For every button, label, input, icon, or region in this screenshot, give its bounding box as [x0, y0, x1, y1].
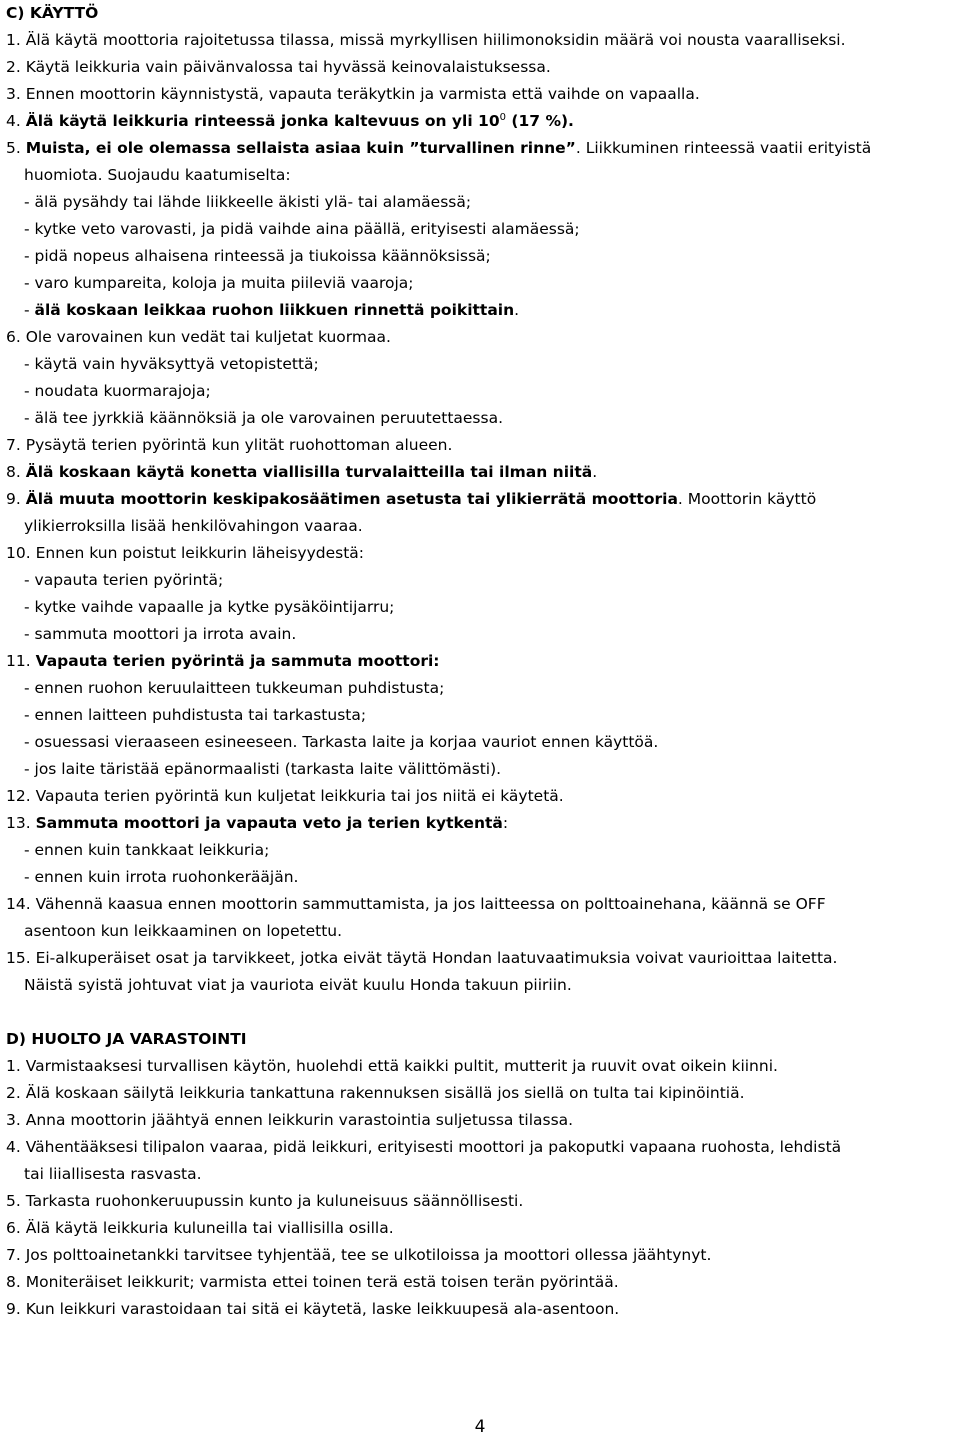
d-item-2: 2. Älä koskaan säilytä leikkuria tankattuna rakennuksen sisällä jos siellä on tulta tai kipinöintiä.	[6, 1084, 745, 1102]
c-item-11-bullet-4: - jos laite täristää epänormaalisti (tarkasta laite välittömästi).	[24, 760, 502, 778]
c-item-10-bullet-2: - kytke vaihde vapaalle ja kytke pysäköintijarru;	[24, 598, 395, 616]
d-item-1: 1. Varmistaaksesi turvallisen käytön, huolehdi että kaikki pultit, mutterit ja ruuvit ovat oikein kiinni.	[6, 1057, 778, 1075]
c-item-6-bullet-3: - älä tee jyrkkiä käännöksiä ja ole varovainen peruutettaessa.	[24, 409, 504, 427]
c-item-5-bullet-5-bold: älä koskaan leikkaa ruohon liikkuen rinnettä poikittain	[34, 301, 515, 319]
c-item-9-number: 9.	[6, 490, 26, 508]
c-item-3: 3. Ennen moottorin käynnistystä, vapauta teräkytkin ja varmista että vaihde on vapaalla.	[6, 85, 700, 103]
c-item-8-period: .	[592, 463, 598, 481]
page-number: 4	[474, 1417, 486, 1437]
c-item-2: 2. Käytä leikkuria vain päivänvalossa tai hyvässä keinovalaistuksessa.	[6, 58, 551, 76]
c-item-8-bold: Älä koskaan käytä konetta viallisilla turvalaitteilla tai ilman niitä	[25, 463, 593, 481]
document-page	[6, 0, 956, 1323]
d-item-7: 7. Jos polttoainetankki tarvitsee tyhjentää, tee se ulkotiloissa ja moottori ollessa jäähtynyt.	[6, 1246, 712, 1264]
d-item-8: 8. Moniteräiset leikkurit; varmista ettei toinen terä estä toisen terän pyörintää.	[6, 1273, 619, 1291]
c-item-10-bullet-3: - sammuta moottori ja irrota avain.	[24, 625, 297, 643]
c-item-11-bullet-3: - osuessasi vieraaseen esineeseen. Tarkasta laite ja korjaa vauriot ennen käyttöä.	[24, 733, 659, 751]
c-item-4-percent: (17 %).	[506, 112, 574, 130]
c-item-10: 10. Ennen kun poistut leikkurin läheisyydestä:	[6, 544, 365, 562]
c-item-5-dash: -	[24, 301, 35, 319]
c-item-8-number: 8.	[6, 463, 26, 481]
d-item-9: 9. Kun leikkuri varastoidaan tai sitä ei käytetä, laske leikkuupesä ala-asentoon.	[6, 1300, 620, 1318]
c-item-13-number: 13.	[6, 814, 36, 832]
c-item-5-bullet-4: - varo kumpareita, koloja ja muita piileviä vaaroja;	[24, 274, 414, 292]
c-item-5-cont: huomiota. Suojaudu kaatumiselta:	[24, 166, 291, 184]
c-item-9-bold: Älä muuta moottorin keskipakosäätimen asetusta tai ylikierrätä moottoria	[25, 490, 678, 508]
c-item-13	[6, 810, 956, 837]
section-c-heading: C) KÄYTTÖ	[6, 4, 99, 22]
c-item-9-cont: ylikierroksilla lisää henkilövahingon vaaraa.	[24, 517, 363, 535]
c-item-5-period: .	[514, 301, 520, 319]
c-item-8	[6, 459, 956, 486]
d-item-6: 6. Älä käytä leikkuria kuluneilla tai viallisilla osilla.	[6, 1219, 394, 1237]
c-item-11-bullet-1: - ennen ruohon keruulaitteen tukkeuman puhdistusta;	[24, 679, 445, 697]
c-item-11	[6, 648, 956, 675]
c-item-10-bullet-1: - vapauta terien pyörintä;	[24, 571, 224, 589]
c-item-4-degree: 0	[499, 112, 506, 123]
c-item-14: 14. Vähennä kaasua ennen moottorin sammuttamista, ja jos laitteessa on polttoainehana, käännä se OFF	[6, 895, 826, 913]
d-item-4-cont: tai liiallisesta rasvasta.	[24, 1165, 202, 1183]
c-item-5	[6, 135, 956, 162]
section-gap	[6, 999, 956, 1026]
c-item-6-bullet-1: - käytä vain hyväksyttyä vetopistettä;	[24, 355, 319, 373]
d-item-5: 5. Tarkasta ruohonkeruupussin kunto ja kuluneisuus säännöllisesti.	[6, 1192, 524, 1210]
c-item-15: 15. Ei-alkuperäiset osat ja tarvikkeet, jotka eivät täytä Hondan laatuvaatimuksia voivat vaurioittaa laitetta.	[6, 949, 838, 967]
c-item-7: 7. Pysäytä terien pyörintä kun ylität ruohottoman alueen.	[6, 436, 453, 454]
c-item-5-bullet-2: - kytke veto varovasti, ja pidä vaihde aina päällä, erityisesti alamäessä;	[24, 220, 580, 238]
c-item-5-bullet-3: - pidä nopeus alhaisena rinteessä ja tiukoissa käännöksissä;	[24, 247, 491, 265]
c-item-11-bold: Vapauta terien pyörintä ja sammuta moottori:	[35, 652, 440, 670]
c-item-5-text: . Liikkuminen rinteessä vaatii erityistä	[575, 139, 872, 157]
c-item-12: 12. Vapauta terien pyörintä kun kuljetat leikkuria tai jos niitä ei käytetä.	[6, 787, 564, 805]
c-item-5-bullet-1: - älä pysähdy tai lähde liikkeelle äkisti ylä- tai alamäessä;	[24, 193, 472, 211]
c-item-9-text: . Moottorin käyttö	[677, 490, 817, 508]
c-item-13-colon: :	[502, 814, 509, 832]
c-item-4-number: 4.	[6, 112, 26, 130]
c-item-4-bold: Älä käytä leikkuria rinteessä jonka kaltevuus on yli 10	[25, 112, 500, 130]
c-item-6-bullet-2: - noudata kuormarajoja;	[24, 382, 211, 400]
d-item-4: 4. Vähentääksesi tilipalon vaaraa, pidä leikkuri, erityisesti moottori ja pakoputki vapaana ruohosta, lehdistä	[6, 1138, 842, 1156]
c-item-14-cont: asentoon kun leikkaaminen on lopetettu.	[24, 922, 343, 940]
c-item-13-bullet-2: - ennen kuin irrota ruohonkerääjän.	[24, 868, 299, 886]
c-item-15-cont: Näistä syistä johtuvat viat ja vauriota eivät kuulu Honda takuun piiriin.	[24, 976, 572, 994]
c-item-13-bold: Sammuta moottori ja vapauta veto ja terien kytkentä	[35, 814, 503, 832]
c-item-11-bullet-2: - ennen laitteen puhdistusta tai tarkastusta;	[24, 706, 367, 724]
c-item-1: 1. Älä käytä moottoria rajoitetussa tilassa, missä myrkyllisen hiilimonoksidin määrä voi nousta vaaralliseksi.	[6, 31, 846, 49]
d-item-3: 3. Anna moottorin jäähtyä ennen leikkurin varastointia suljetussa tilassa.	[6, 1111, 574, 1129]
c-item-13-bullet-1: - ennen kuin tankkaat leikkuria;	[24, 841, 270, 859]
c-item-5-number: 5.	[6, 139, 26, 157]
c-item-11-number: 11.	[6, 652, 36, 670]
section-d-heading: D) HUOLTO JA VARASTOINTI	[6, 1030, 247, 1048]
c-item-9	[6, 486, 956, 513]
c-item-5-bold: Muista, ei ole olemassa sellaista asiaa kuin ”turvallinen rinne”	[25, 139, 576, 157]
c-item-5-bullet-5	[6, 297, 956, 324]
c-item-6: 6. Ole varovainen kun vedät tai kuljetat kuormaa.	[6, 328, 391, 346]
c-item-4	[6, 108, 956, 135]
